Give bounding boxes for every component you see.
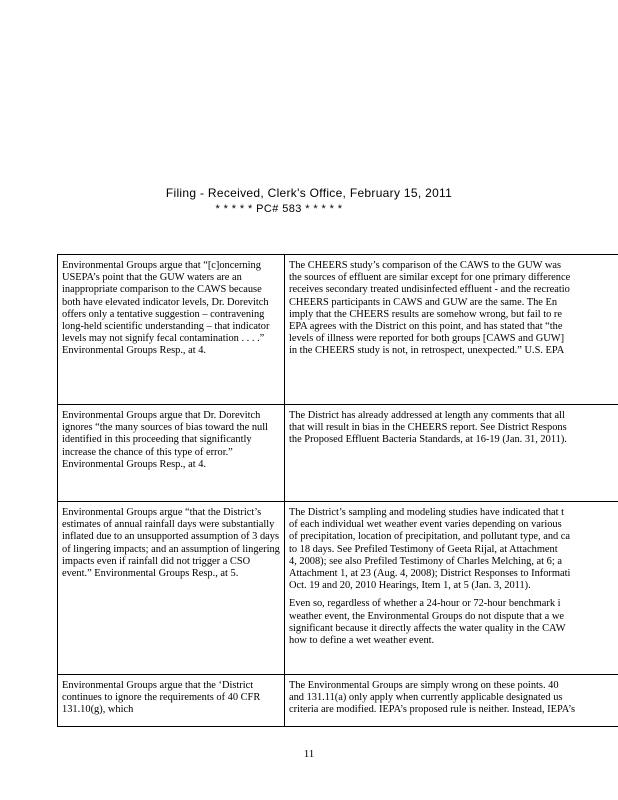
comment-text: Environmental Groups argue “that the District’s estimates of annual rainfall days were substantially inflated due to an unsupported assumption of 3 days of lingering impacts; and an assumption of lingering impacts even if rainfall did not trigger a CSO event.” Environmental Groups Resp., at 5. [62,507,280,580]
response-table [57,254,618,727]
table-row [58,675,618,727]
response-line: weather event, the Environmental Groups do not dispute that a we [289,610,564,622]
response-line: how to define a wet weather event. [289,635,435,647]
response-cell [285,675,618,727]
response-cell [285,405,618,502]
table-row [58,405,618,502]
response-line: in the CHEERS study is not, in retrospect, unexpected.” U.S. EPA [289,345,565,357]
response-line: The Environmental Groups are simply wrong on these points. 40 [289,680,559,691]
response-line: CHEERS participants in CAWS and GUW are the same. The En [289,296,558,308]
comment-cell [58,675,285,727]
comment-cell [58,405,285,502]
response-line: The CHEERS study’s comparison of the CAWS to the GUW was [289,260,561,271]
filing-header: Filing - Received, Clerk's Office, February 15, 2011 [165,186,453,200]
response-line: of precipitation, location of precipitation, and pollutant type, and ca [289,531,571,543]
comment-text: Environmental Groups argue that “[c]oncerning USEPA’s point that the GUW waters are an inappropriate comparison to the CAWS because both have elevated indicator levels, Dr. Dorevitch offers only a tentative suggestion – contravening long-held scientific understanding – that indicator levels may not signify fecal contamination . . . .” Environmental Groups Resp., at 4. [62,260,270,357]
response-line: The District’s sampling and modeling studies have indicated that t [289,507,565,518]
page-number: 11 [303,748,315,760]
response-line: receives secondary treated undisinfected effluent - and the recreatio [289,284,570,296]
response-line: Even so, regardless of whether a 24-hour or 72-hour benchmark i [289,598,561,610]
table-row [58,255,618,405]
response-line: to 18 days. See Prefiled Testimony of Geeta Rijal, at Attachment [289,543,558,555]
response-line: 4, 2008); see also Prefiled Testimony of Charles Melching, at 6; a [289,555,562,567]
response-line: that will result in bias in the CHEERS report. See District Respons [289,422,567,434]
response-line: EPA agrees with the District on this point, and has stated that “the [289,321,563,333]
response-line: of each individual wet weather event varies depending on various [289,519,562,531]
response-line: imply that the CHEERS results are somehow wrong, but fail to re [289,308,562,320]
response-line: criteria are modified. IEPA’s proposed rule is neither. Instead, IEPA’s [289,704,576,716]
response-line: The District has already addressed at length any comments that all [289,410,565,421]
response-cell [285,502,618,675]
response-line: Oct. 19 and 20, 2010 Hearings, Item 1, at 5 (Jan. 3, 2011). [289,580,531,592]
response-line: the Proposed Effluent Bacteria Standards, at 16-19 (Jan. 31, 2011). [289,434,567,446]
comment-text: Environmental Groups argue that Dr. Dorevitch ignores “the many sources of bias toward the null identified in this proceeding that significantly increase the chance of this type of error.” Environmental Groups Resp., at 4. [62,410,269,470]
response-line: significant because it directly affects the water quality in the CAW [289,622,566,634]
response-line: and 131.11(a) only apply when currently applicable designated us [289,692,563,704]
response-line: levels of illness were reported for both groups [CAWS and GUW] [289,333,565,345]
comment-cell [58,502,285,675]
response-cell [285,255,618,405]
response-line: Attachment 1, at 23 (Aug. 4, 2008); District Responses to Informati [289,568,571,580]
comment-cell [58,255,285,405]
pc-number: * * * * * PC# 583 * * * * * [215,203,343,215]
response-line: the sources of effluent are similar except for one primary difference [289,272,571,284]
table-row [58,502,618,675]
comment-text: Environmental Groups argue that the ‘District continues to ignore the requirements of 40 CFR 131.10(g), which [62,680,261,716]
